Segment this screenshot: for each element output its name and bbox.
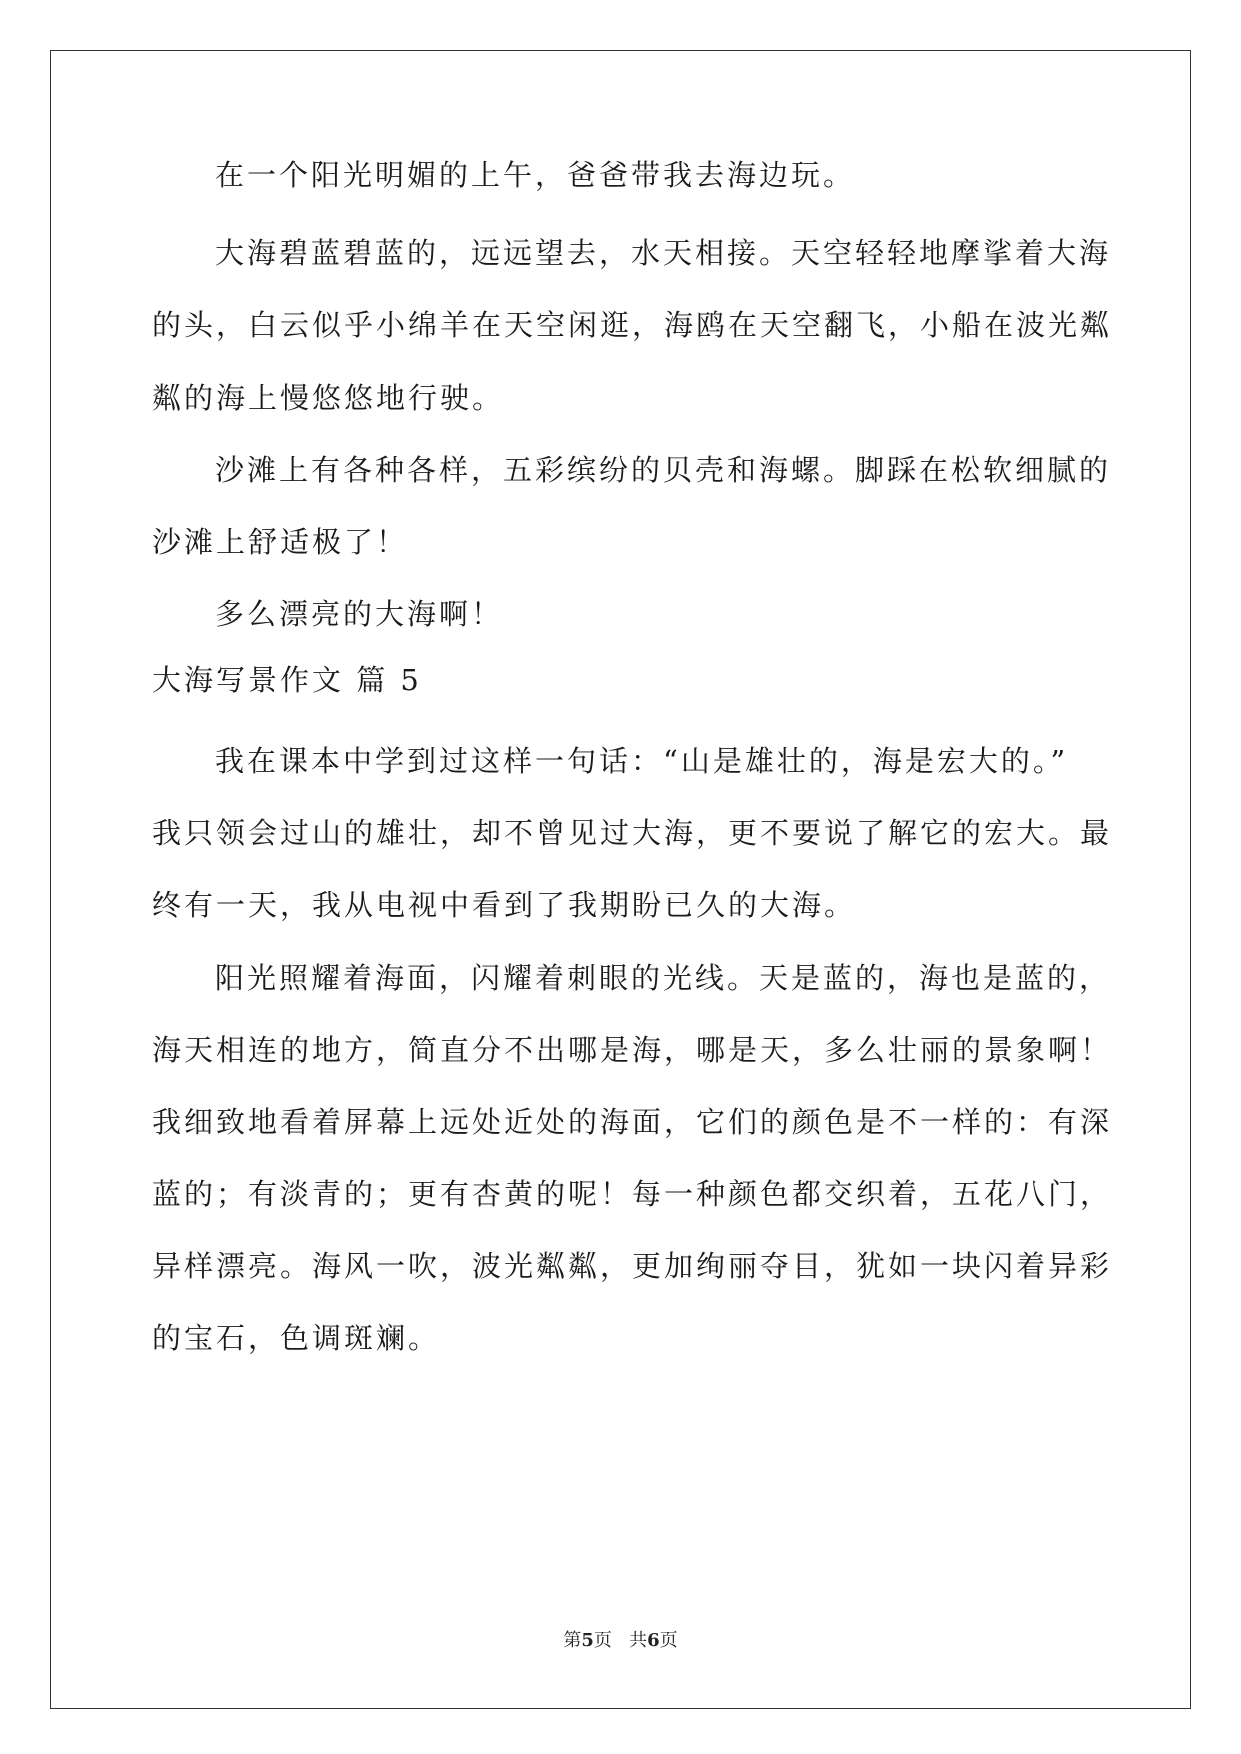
paragraph-line: 异样漂亮。海风一吹，波光粼粼，更加绚丽夺目，犹如一块闪着异彩: [152, 1249, 1113, 1283]
paragraph-line: 终有一天，我从电视中看到了我期盼已久的大海。: [152, 888, 857, 922]
paragraph-line: 多么漂亮的大海啊！: [215, 597, 504, 631]
page-footer: [0, 1626, 1241, 1652]
paragraph-line: 我只领会过山的雄壮，却不曾见过大海，更不要说了解它的宏大。最: [152, 816, 1113, 850]
paragraph-line: 沙滩上舒适极了！: [152, 525, 409, 559]
paragraph-line: 蓝的；有淡青的；更有杏黄的呢！每一种颜色都交织着，五花八门，: [152, 1177, 1113, 1211]
paragraph-line: 沙滩上有各种各样，五彩缤纷的贝壳和海螺。脚踩在松软细腻的: [215, 453, 1112, 487]
paragraph-line: 粼的海上慢悠悠地行驶。: [152, 381, 505, 415]
paragraph-line: 在一个阳光明媚的上午，爸爸带我去海边玩。: [215, 158, 856, 192]
footer-prefix: 第: [563, 1630, 582, 1651]
section-heading: 大海写景作文 篇 5: [152, 663, 422, 697]
current-page-number: 5: [581, 1630, 594, 1651]
total-pages-number: 6: [647, 1630, 660, 1651]
paragraph-line: 我细致地看着屏幕上远处近处的海面，它们的颜色是不一样的：有深: [152, 1105, 1113, 1139]
paragraph-line: 我在课本中学到过这样一句话：“山是雄壮的，海是宏大的。”: [215, 744, 1069, 778]
paragraph-line: 大海碧蓝碧蓝的，远远望去，水天相接。天空轻轻地摩挲着大海: [215, 236, 1112, 270]
paragraph-line: 阳光照耀着海面，闪耀着刺眼的光线。天是蓝的，海也是蓝的，: [215, 961, 1112, 995]
paragraph-line: 的头，白云似乎小绵羊在天空闲逛，海鸥在天空翻飞，小船在波光粼: [152, 308, 1113, 342]
paragraph-line: 的宝石，色调斑斓。: [152, 1321, 441, 1355]
footer-suffix: 页: [659, 1630, 678, 1651]
paragraph-line: 海天相连的地方，简直分不出哪是海，哪是天，多么壮丽的景象啊！: [152, 1033, 1113, 1067]
footer-middle: 页 共: [593, 1630, 648, 1651]
